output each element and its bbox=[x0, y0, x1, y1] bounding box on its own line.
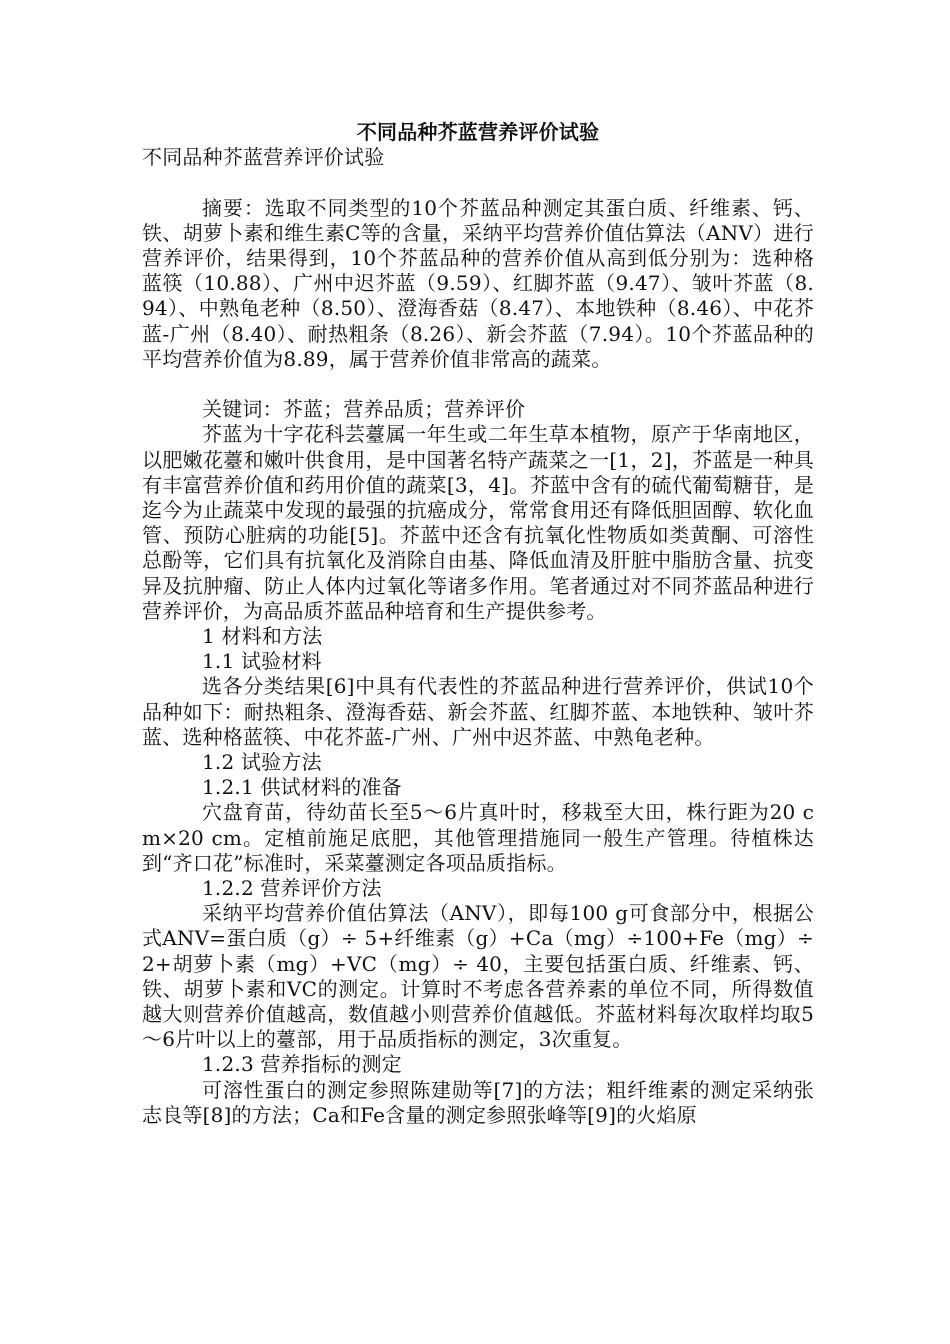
paragraph-1-2-1: 穴盘育苗，待幼苗长至5～6片真叶时，移栽至大田，株行距为20 cm×20 cm。定植前施足底肥，其他管理措施同一般生产管理。待植株达到“齐口花”标准时，采菜薹测定各项品质指标。 bbox=[142, 800, 814, 875]
section-heading-1-2-1: 1.2.1 供试材料的准备 bbox=[202, 775, 402, 800]
paragraph-1-1: 选各分类结果[6]中具有代表性的芥蓝品种进行营养评价，供试10个品种如下：耐热粗条、澄海香菇、新会芥蓝、红脚芥蓝、本地铁种、皱叶芥蓝、选种格蓝筷、中花芥蓝-广州、广州中迟芥蓝、中熟龟老种。 bbox=[142, 674, 814, 749]
section-heading-1: 1 材料和方法 bbox=[202, 624, 323, 649]
section-heading-1-2: 1.2 试验方法 bbox=[202, 750, 322, 775]
paragraph-1-2-3: 可溶性蛋白的测定参照陈建勋等[7]的方法；粗纤维素的测定采纳张志良等[8]的方法；Ca和Fe含量的测定参照张峰等[9]的火焰原 bbox=[142, 1077, 814, 1127]
abstract-paragraph: 摘要：选取不同类型的10个芥蓝品种测定其蛋白质、纤维素、钙、铁、胡萝卜素和维生素C等的含量，采纳平均营养价值估算法（ANV）进行营养评价，结果得到，10个芥蓝品种的营养价值从高到低分别为：选种格蓝筷（10.88）、广州中迟芥蓝（9.59）、红脚芥蓝（9.47）、皱叶芥蓝（8.94）、中熟龟老种（8.50）、澄海香菇（8.47）、本地铁种（8.46）、中花芥蓝-广州（8.40）、耐热粗条（8.26）、新会芥蓝（7.94）。10个芥蓝品种的平均营养价值为8.89，属于营养价值非常高的蔬菜。 bbox=[142, 195, 814, 371]
intro-paragraph: 芥蓝为十字花科芸薹属一年生或二年生草本植物，原产于华南地区，以肥嫩花薹和嫩叶供食用，是中国著名特产蔬菜之一[1，2]，芥蓝是一种具有丰富营养价值和药用价值的蔬菜[3，4]。芥蓝中含有的硫代葡萄糖苷，是迄今为止蔬菜中发现的最强的抗癌成分，常常食用还有降低胆固醇、软化血管、预防心脏病的功能[5]。芥蓝中还含有抗氧化性物质如类黄酮、可溶性总酚等，它们具有抗氧化及消除自由基、降低血清及肝脏中脂肪含量、抗变异及抗肿瘤、防止人体内过氧化等诸多作用。笔者通过对不同芥蓝品种进行营养评价，为高品质芥蓝品种培育和生产提供参考。 bbox=[142, 422, 814, 623]
keywords-paragraph: 关键词：芥蓝；营养品质；营养评价 bbox=[202, 397, 526, 422]
section-heading-1-1: 1.1 试验材料 bbox=[202, 649, 322, 674]
document-subtitle: 不同品种芥蓝营养评价试验 bbox=[142, 145, 385, 170]
paragraph-1-2-2: 采纳平均营养价值估算法（ANV），即每100 g可食部分中，根据公式ANV=蛋白质（g）÷ 5+纤维素（g）+Ca（mg）÷100+Fe（mg）÷ 2+胡萝卜素（mg）+VC（mg）÷ 40，主要包括蛋白质、纤维素、钙、铁、胡萝卜素和VC的测定。计算时不考虑各营养素的单位不同，所得数值越大则营养价值越高，数值越小则营养价值越低。芥蓝材料每次取样均取5～6片叶以上的薹部，用于品质指标的测定，3次重复。 bbox=[142, 901, 814, 1052]
spacer bbox=[142, 372, 814, 397]
document-body bbox=[142, 120, 814, 1128]
spacer bbox=[142, 170, 814, 195]
section-heading-1-2-2: 1.2.2 营养评价方法 bbox=[202, 876, 382, 901]
section-heading-1-2-3: 1.2.3 营养指标的测定 bbox=[202, 1052, 402, 1077]
document-title: 不同品种芥蓝营养评价试验 bbox=[356, 120, 600, 144]
